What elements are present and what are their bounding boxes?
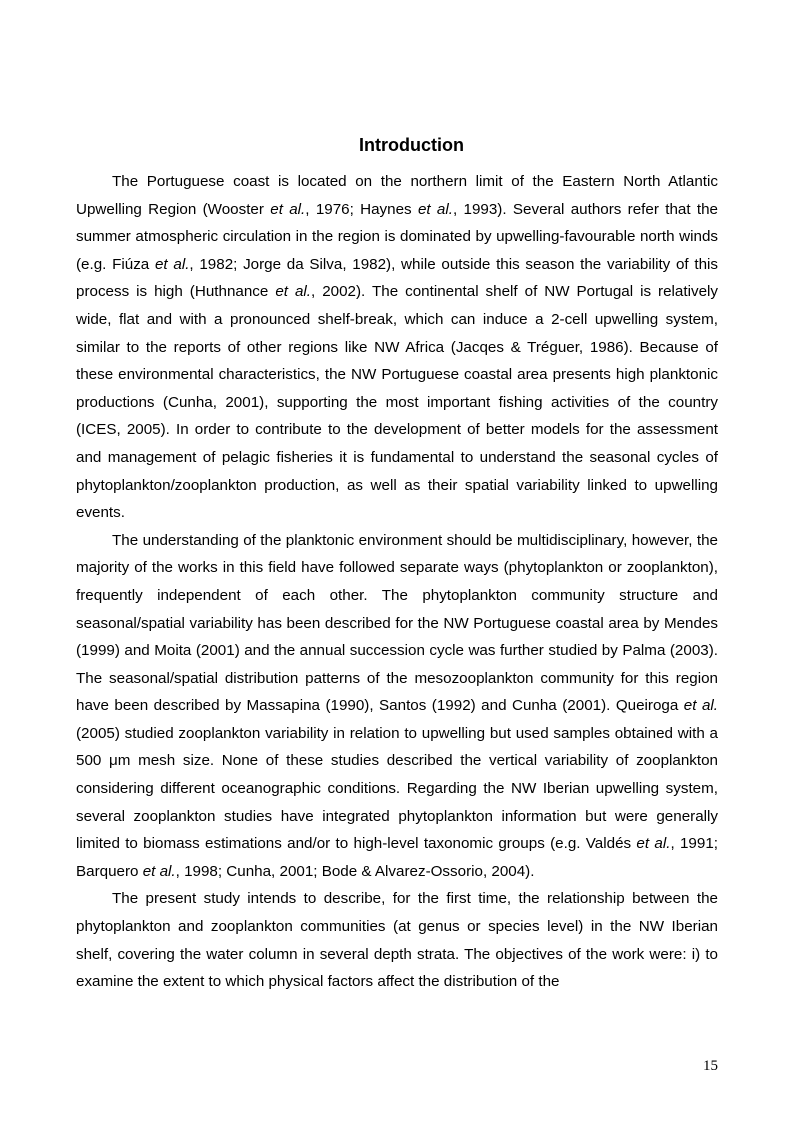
italic-text: et al. [683, 697, 718, 715]
paragraph [76, 885, 718, 995]
text-run: , 2002). The continental shelf of NW Portugal is relatively wide, flat and with a pronounced shelf-break, which can induce a 2-cell upwelling system, similar to the reports of other regions like NW Africa (Jacqes & Tréguer, 1986). Because of these environmental characteristics, the NW Portuguese coastal area presents high planktonic productions (Cunha, 2001), supporting the most important fishing activities of the country (ICES, 2005). In order to contribute to the development of better models for the assessment and management of pelagic fisheries it is fundamental to understand the seasonal cycles of phytoplankton/zooplankton production, as well as their spatial variability linked to upwelling events. [76, 283, 718, 522]
italic-text: et al. [154, 255, 190, 273]
page-number: 15 [703, 1058, 718, 1074]
paragraph [76, 527, 718, 886]
text-run: , 1998; Cunha, 2001; Bode & Alvarez-Ossorio, 2004). [175, 862, 535, 880]
body-text [76, 168, 718, 996]
italic-text: et al. [142, 862, 176, 880]
italic-text: et al. [270, 200, 306, 218]
italic-text: et al. [417, 200, 453, 218]
text-run: , 1991; Barquero [76, 835, 718, 880]
italic-text: et al. [275, 283, 311, 301]
text-run: , 1993). Several authors refer that the summer atmospheric circulation in the region is dominated by upwelling-favourable north winds (e.g. Fiúza [76, 200, 718, 273]
text-run: The understanding of the planktonic environment should be multidisciplinary, however, the majority of the works in this field have followed separate ways (phytoplankton or zooplankton), frequently independent of each other. The phytoplankton community structure and seasonal/spatial variability has been described for the NW Portuguese coastal area by Mendes (1999) and Moita (2001) and the annual succession cycle was further studied by Palma (2003). The seasonal/spatial distribution patterns of the mesozooplankton community for this region have been described by Massapina (1990), Santos (1992) and Cunha (2001). Queiroga [76, 531, 718, 715]
paragraph [76, 168, 718, 527]
text-run: (2005) studied zooplankton variability in relation to upwelling but used samples obtained with a 500 μm mesh size. None of these studies described the vertical variability of zooplankton considering different oceanographic conditions. Regarding the NW Iberian upwelling system, several zooplankton studies have integrated phytoplankton information but were generally limited to biomass estimations and/or to high-level taxonomic groups (e.g. Valdés [76, 724, 718, 853]
text-run: The Portuguese coast is located on the northern limit of the Eastern North Atlantic Upwelling Region (Wooster [76, 173, 718, 218]
text-run: , 1982; Jorge da Silva, 1982), while outside this season the variability of this process is high (Huthnance [76, 255, 719, 301]
text-run: , 1976; Haynes [305, 200, 418, 218]
section-title: Introduction [359, 135, 464, 156]
text-run: The present study intends to describe, for the first time, the relationship between the phytoplankton and zooplankton communities (at genus or species level) in the NW Iberian shelf, covering the water column in several depth strata. The objectives of the work were: i) to examine the extent to which physical factors affect the distribution of the [76, 890, 718, 991]
italic-text: et al. [636, 835, 671, 853]
